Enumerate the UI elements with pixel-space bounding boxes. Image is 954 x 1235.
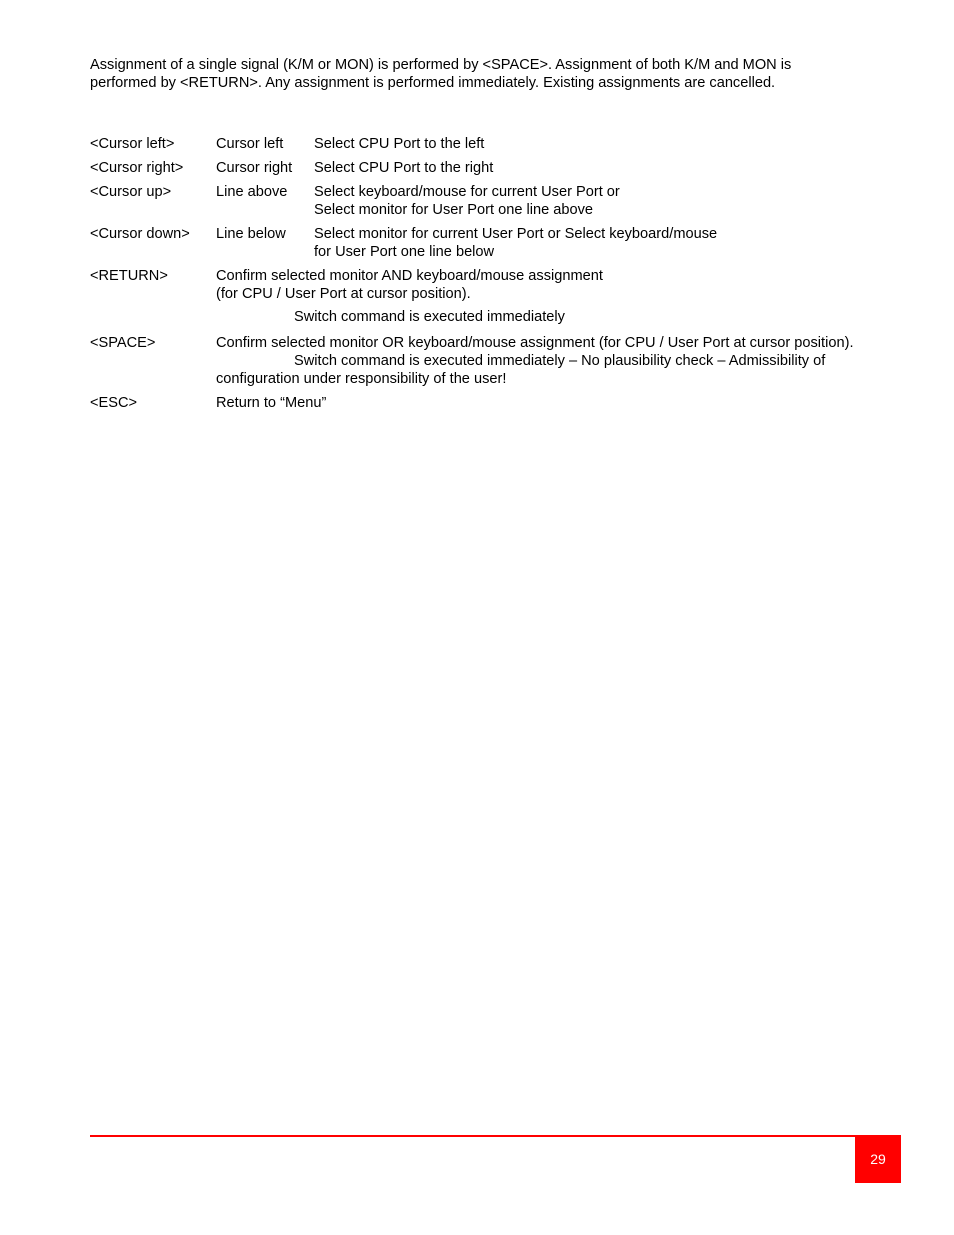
- return-line-1: Confirm selected monitor AND keyboard/mouse assignment: [216, 268, 603, 284]
- key-label: <Cursor up>: [90, 184, 172, 200]
- key-description: Return to “Menu”: [216, 395, 327, 411]
- key-description: [314, 225, 717, 261]
- key-label: <Cursor down>: [90, 226, 190, 242]
- key-description: [314, 183, 620, 219]
- intro-line-2: performed by <RETURN>. Any assignment is performed immediately. Existing assignments are cancelled.: [90, 75, 776, 91]
- key-description: [216, 267, 603, 326]
- key-description-line-2: for User Port one line below: [314, 244, 495, 260]
- key-action: Cursor right: [216, 160, 293, 176]
- key-description: [216, 334, 854, 388]
- key-description-line-1: Select monitor for current User Port or Select keyboard/mouse: [314, 226, 718, 242]
- key-label: <Cursor right>: [90, 160, 184, 176]
- space-line-2: Switch command is executed immediately – No plausibility check – Admissibility of: [294, 353, 826, 369]
- intro-paragraph: [90, 56, 880, 92]
- return-line-2: (for CPU / User Port at cursor position).: [216, 286, 471, 302]
- intro-line-1: Assignment of a single signal (K/M or MON) is performed by <SPACE>. Assignment of both K/M and MON is: [90, 57, 792, 73]
- key-label: <SPACE>: [90, 335, 156, 351]
- page-number: 29: [870, 1151, 886, 1167]
- key-label: <Cursor left>: [90, 136, 175, 152]
- key-action: Line below: [216, 226, 286, 242]
- footer-rule: [90, 1135, 901, 1137]
- key-description: Select CPU Port to the right: [314, 160, 494, 176]
- return-line-3: Switch command is executed immediately: [294, 309, 565, 325]
- key-label: <ESC>: [90, 395, 138, 411]
- key-description-line-1: Select keyboard/mouse for current User Port or: [314, 184, 620, 200]
- key-description: Select CPU Port to the left: [314, 136, 485, 152]
- key-description-line-2: Select monitor for User Port one line above: [314, 202, 594, 218]
- space-line-3: configuration under responsibility of the user!: [216, 371, 507, 387]
- page-number-badge: [855, 1135, 901, 1183]
- space-line-1: Confirm selected monitor OR keyboard/mouse assignment (for CPU / User Port at cursor position).: [216, 335, 854, 351]
- key-label: <RETURN>: [90, 268, 168, 284]
- key-action: Line above: [216, 184, 288, 200]
- key-action: Cursor left: [216, 136, 284, 152]
